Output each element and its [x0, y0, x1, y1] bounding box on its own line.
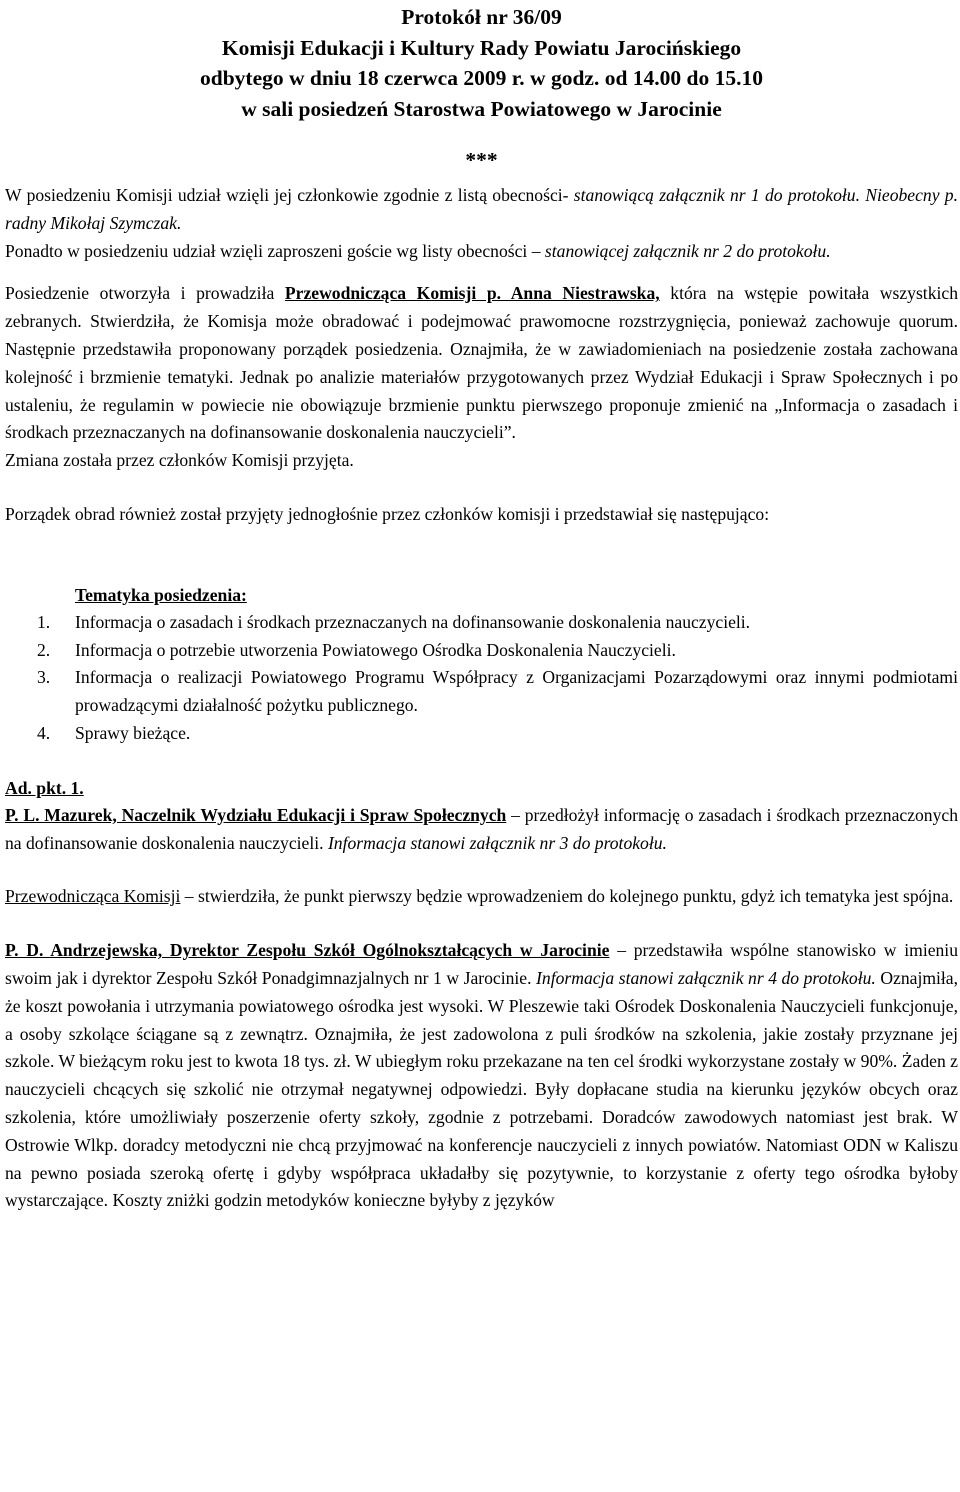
mazurek-attachment-note: Informacja stanowi załącznik nr 3 do protokołu. — [327, 832, 667, 853]
guests-paragraph — [5, 238, 958, 266]
chair-name: Przewodnicząca Komisji — [5, 886, 181, 907]
agenda-item-text: Informacja o realizacji Powiatowego Programu Współpracy z Organizacjami Pozarządowymi oraz innymi podmiotami prowadzącymi działalność pożytku publicznego. — [75, 667, 958, 716]
agenda-item-text: Informacja o zasadach i środkach przeznaczanych na dofinansowanie doskonalenia nauczycieli. — [75, 611, 751, 632]
agenda-heading: Tematyka posiedzenia: — [75, 584, 247, 605]
andrzejewska-name: P. D. Andrzejewska, Dyrektor Zespołu Szkół Ogólnokształcących w Jarocinie — [5, 940, 610, 961]
chair-paragraph — [5, 883, 958, 911]
agenda-item-text: Informacja o potrzebie utworzenia Powiatowego Ośrodka Doskonalenia Nauczycieli. — [75, 639, 676, 660]
mazurek-name: P. L. Mazurek, Naczelnik Wydziału Edukacji i Spraw Społecznych — [5, 804, 507, 825]
title-line-3: odbytego w dniu 18 czerwca 2009 r. w godz. od 14.00 do 15.10 — [200, 66, 763, 90]
agenda-item-number: 4. — [37, 722, 51, 743]
agenda-item — [5, 637, 958, 665]
change-accepted: Zmiana została przez członków Komisji przyjęta. — [5, 450, 354, 471]
chair-text: – stwierdziła, że punkt pierwszy będzie wprowadzeniem do kolejnego punktu, gdyż ich tematyka jest spójna. — [180, 886, 954, 907]
guests-italic: stanowiącej załącznik nr 2 do protokołu. — [544, 240, 831, 261]
attendance-paragraph — [5, 182, 958, 238]
order-paragraph: Porządek obrad również został przyjęty jednogłośnie przez członków komisji i przedstawiał się następująco: — [5, 503, 770, 524]
andrzejewska-text-a: – przedstawiła wspólne stanowisko w imieniu swoim jak i dyrektor Zespołu Szkół Ponadgimnazjalnych nr 1 w Jarocinie. — [5, 940, 958, 988]
guests-text: Ponadto w posiedzeniu udział wzięli zaproszeni goście wg listy obecności – — [5, 240, 545, 261]
agenda-item — [5, 720, 958, 748]
document-page — [0, 2, 960, 1215]
agenda-item — [5, 609, 958, 637]
title-line-2: Komisji Edukacji i Kultury Rady Powiatu Jarocińskiego — [221, 35, 742, 60]
opening-paragraph — [5, 280, 958, 447]
section-heading-pkt1: Ad. pkt. 1. — [5, 777, 84, 798]
attendance-italic: stanowiącą załącznik nr 1 do protokołu. Nieobecny p. radny Mikołaj Szymczak. — [5, 185, 959, 233]
andrzejewska-paragraph — [5, 937, 958, 1215]
andrzejewska-text-b: Oznajmiła, że koszt powołania i utrzymania powiatowego ośrodka jest wysoki. W Pleszewie taki Ośrodek Doskonalenia Nauczycieli funkcjonuje, a osoby szkolące ściągane są z zewnątrz. Oznajmiła, że jest zadowolona z puli środków na szkolenia, jakie zostały przyznane jej szkole. W bieżącym roku jest to kwota 18 tys. zł. W ubiegłym roku przekazane na ten cel środki wykorzystane zostały w 90%. Żaden z nauczycieli chcących się szkolić nie otrzymał negatywnej odpowiedzi. Były dopłacane studia na kierunku języków obcych oraz szkolenia, które umożliwiały poszerzenie oferty szkoły, zgodnie z potrzebami. Doradców zawodowych natomiast jest brak. W Ostrowie Wlkp. doradcy metodyczni nie chcą przyjmować na konferencje nauczycieli z innych powiatów. Natomiast ODN w Kaliszu na pewno posiada szeroką ofertę i gdyby współpraca układałby się pozytywnie, to korzystanie z oferty tego ośrodka byłoby wystarczające. Koszty zniżki godzin metodyków konieczne byłyby z języków — [5, 967, 958, 1211]
opening-text-c: która na wstępie powitała wszystkich zebranych. Stwierdziła, że Komisja może obradować i podejmować prawomocne rozstrzygnięcia, ponieważ zachowuje quorum. Następnie przedstawiła proponowany porządek posiedzenia. Oznajmiła, że w zawiadomieniach na posiedzenie została zachowana kolejność i brzmienie tematyki. Jednak po analizie materiałów przygotowanych przez Wydział Edukacji i Spraw Społecznych i po ustaleniu, że regulamin w powiecie nie obowiązuje brzmienie punktu pierwszego proponuje zmienić na „Informacja o zasadach i środkach przeznaczanych na dofinansowanie doskonalenia nauczycieli”. — [5, 283, 958, 443]
agenda-item-text: Sprawy bieżące. — [75, 722, 191, 743]
andrzejewska-attachment-note: Informacja stanowi załącznik nr 4 do protokołu. — [536, 967, 876, 988]
attendance-text: W posiedzeniu Komisji udział wzięli jej członkowie zgodnie z listą obecności- — [5, 185, 574, 205]
title-line-1: Protokół nr 36/09 — [401, 5, 562, 29]
agenda-item — [5, 664, 958, 720]
mazurek-paragraph — [5, 802, 958, 858]
agenda-item-number: 3. — [37, 667, 51, 688]
chairwoman-name: Przewodnicząca Komisji p. Anna Niestrawska, — [284, 283, 660, 304]
agenda-item-number: 2. — [37, 639, 51, 660]
agenda-list — [5, 609, 958, 748]
mazurek-text: – przedłożył informację o zasadach i środkach przeznaczonych na dofinansowanie doskonalenia nauczycieli. — [5, 804, 958, 853]
separator: *** — [465, 148, 498, 172]
protocol-title — [5, 2, 958, 124]
agenda-item-number: 1. — [37, 611, 51, 632]
opening-text-a: Posiedzenie otworzyła i prowadziła — [5, 283, 285, 304]
title-line-4: w sali posiedzeń Starostwa Powiatowego w Jarocinie — [241, 96, 722, 121]
